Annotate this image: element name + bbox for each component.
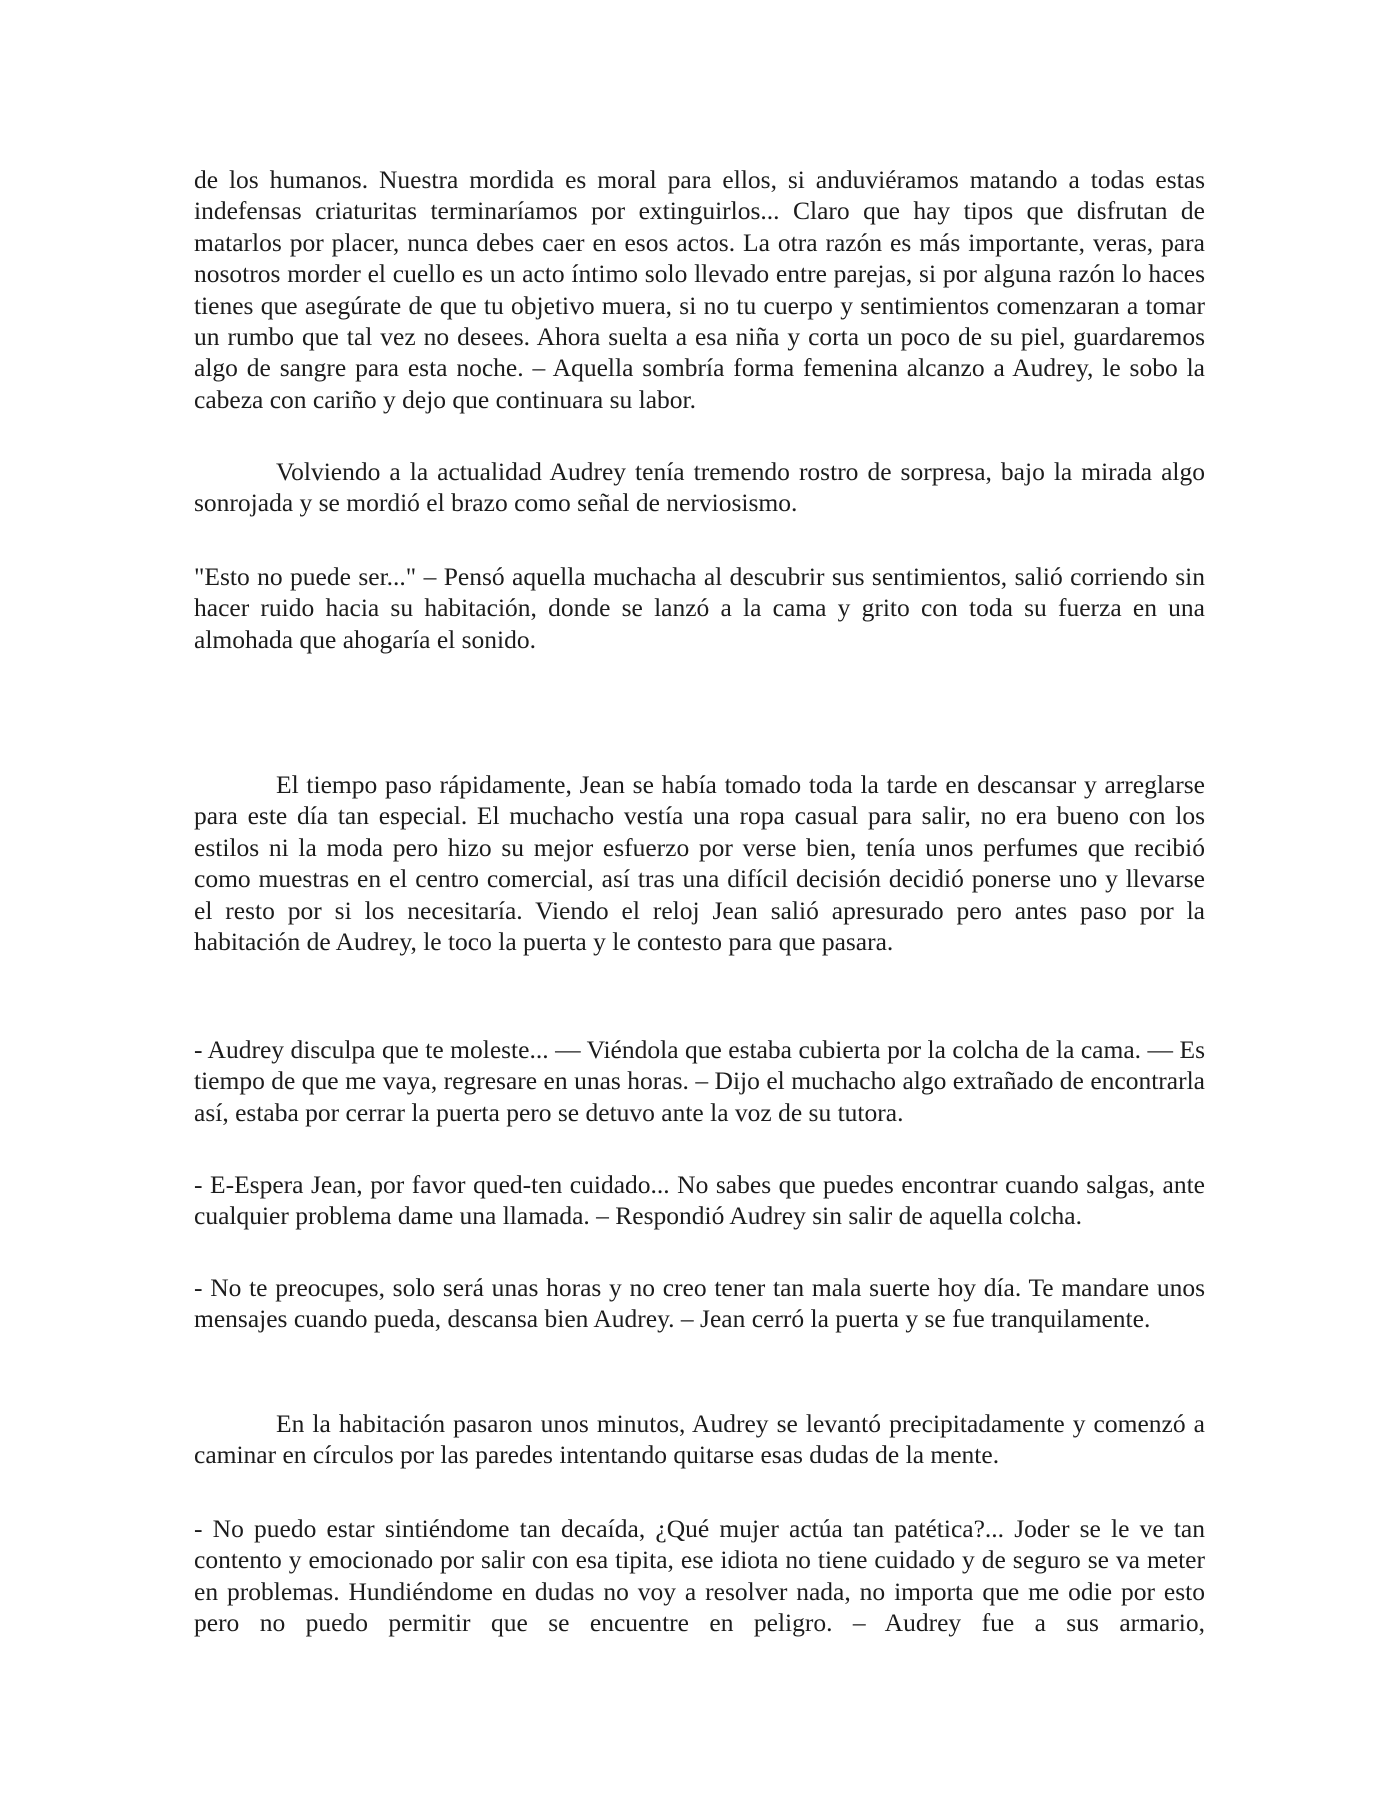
paragraph-text: Volviendo a la actualidad Audrey tenía tremendo rostro de sorpresa, bajo la mirada algo sonrojada y se mordió el brazo como señal de nerviosismo. [194, 457, 1205, 518]
paragraph-audrey-paces [194, 1408, 1205, 1471]
paragraph-text: En la habitación pasaron unos minutos, Audrey se levantó precipitadamente y comenzó a caminar en círculos por las paredes intentando quitarse esas dudas de la mente. [194, 1409, 1205, 1470]
paragraph-text: "Esto no puede ser..." – Pensó aquella muchacha al descubrir sus sentimientos, salió corriendo sin hacer ruido hacia su habitación, donde se lanzó a la cama y grito con toda su fuerza en una almohada que ahogaría el sonido. [194, 562, 1205, 654]
paragraph-text: - No puedo estar sintiéndome tan decaída, ¿Qué mujer actúa tan patética?... Joder se le ve tan contento y emocionado por salir con esa tipita, ese idiota no tiene cuidado y de seguro se va meter en problemas. Hundiéndome en dudas no voy a resolver nada, no importa que me odie por esto pero no puedo permitir que se encuentre en peligro. – Audrey fue a sus armario, [194, 1514, 1205, 1638]
paragraph-audrey-warning [194, 1169, 1205, 1232]
paragraph-text: El tiempo paso rápidamente, Jean se había tomado toda la tarde en descansar y arreglarse para este día tan especial. El muchacho vestía una ropa casual para salir, no era bueno con los estilos ni la moda pero hizo su mejor esfuerzo por verse bien, tenía unos perfumes que recibió como muestras en el centro comercial, así tras una difícil decisión decidió ponerse uno y llevarse el resto por si los necesitaría. Viendo el reloj Jean salió apresurado pero antes paso por la habitación de Audrey, le toco la puerta y le contesto para que pasara. [194, 770, 1205, 957]
paragraph-jean-reassures [194, 1272, 1205, 1335]
paragraph-jean-farewell [194, 1034, 1205, 1128]
paragraph-text: - E-Espera Jean, por favor qued-ten cuidado... No sabes que puedes encontrar cuando salgas, ante cualquier problema dame una llamada. – Respondió Audrey sin salir de aquella colcha. [194, 1170, 1205, 1231]
paragraph-text: - No te preocupes, solo será unas horas y no creo tener tan mala suerte hoy día. Te mandare unos mensajes cuando pueda, descansa bien Audrey. – Jean cerró la puerta y se fue tranquilamente. [194, 1273, 1205, 1334]
paragraph-jean-prepares [194, 769, 1205, 957]
paragraph-audrey-monologue [194, 1513, 1205, 1639]
paragraph-return-to-present [194, 456, 1205, 519]
paragraph-text: de los humanos. Nuestra mordida es moral para ellos, si anduviéramos matando a todas estas indefensas criaturitas terminaríamos por extinguirlos... Claro que hay tipos que disfrutan de matarlos por placer, nunca debes caer en esos actos. La otra razón es más importante, veras, para nosotros morder el cuello es un acto íntimo solo llevado entre parejas, si por alguna razón lo haces tienes que asegúrate de que tu objetivo muera, si no tu cuerpo y sentimientos comenzaran a tomar un rumbo que tal vez no desees. Ahora suelta a esa niña y corta un poco de su piel, guardaremos algo de sangre para esta noche. – Aquella sombría forma femenina alcanzo a Audrey, le sobo la cabeza con cariño y dejo que continuara su labor. [194, 165, 1205, 414]
paragraph-vampire-lesson [194, 164, 1205, 415]
paragraph-text: - Audrey disculpa que te moleste... — Viéndola que estaba cubierta por la colcha de la cama. — Es tiempo de que me vaya, regresare en unas horas. – Dijo el muchacho algo extrañado de encontrarla así, estaba por cerrar la puerta pero se detuvo ante la voz de su tutora. [194, 1035, 1205, 1127]
paragraph-audrey-thought [194, 561, 1205, 655]
